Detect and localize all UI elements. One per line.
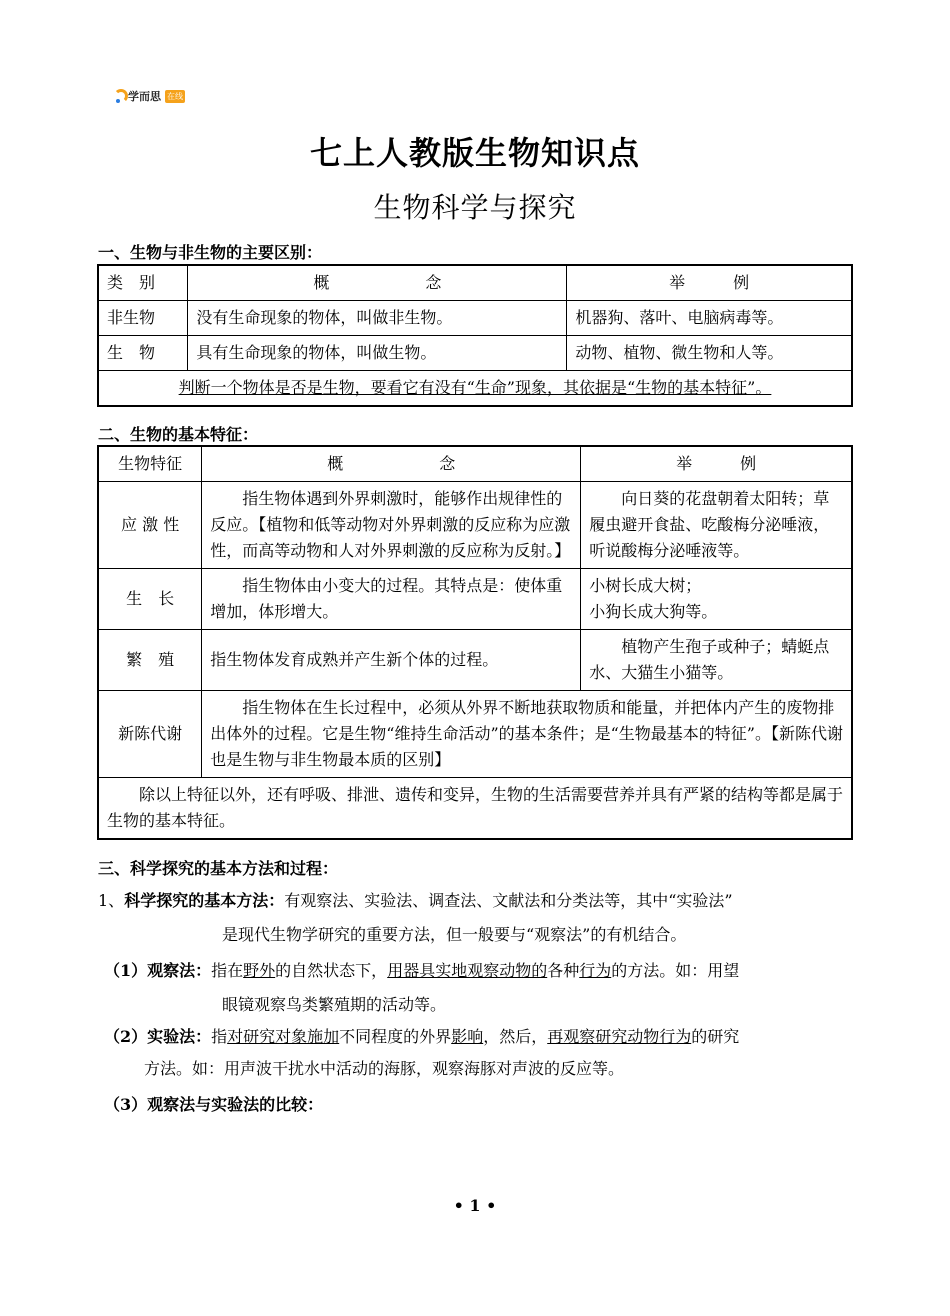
row-concept: 指生物体在生长过程中，必须从外界不断地获取物质和能量，并把体内产生的废物排出体外的过程。它是生物“维持生命活动”的基本条件；是“生物最基本的特征”。【新陈代谢也是生物与非生物最本质的区别】	[202, 691, 852, 778]
row-concept: 指生物体发育成熟并产生新个体的过程。	[202, 630, 581, 691]
header-concept: 概 念	[202, 446, 581, 482]
living-vs-nonliving-table	[97, 264, 853, 407]
method-text: 有观察法、实验法、调查法、文献法和分类法等，其中“实验法”	[284, 891, 733, 910]
method-prefix: 1、	[98, 891, 125, 910]
observation-label: （1）观察法：	[104, 961, 212, 980]
logo-icon	[112, 89, 126, 103]
experiment-underline-3: 再观察研究动物行为	[547, 1027, 692, 1046]
experiment-text-c: ，然后，	[483, 1027, 548, 1046]
row-example: 机器狗、落叶、电脑病毒等。	[567, 301, 852, 336]
row-example: 向日葵的花盘朝着太阳转；草履虫避开食盐、吃酸梅分泌唾液，听说酸梅分泌唾液等。	[581, 482, 852, 569]
table-row	[98, 336, 852, 371]
method-label: 科学探究的基本方法：	[124, 891, 285, 910]
page-number: • 1 •	[453, 1196, 497, 1215]
observation-text-a: 指在	[211, 961, 244, 980]
observation-text-c: 各种	[547, 961, 580, 980]
experiment-text-d: 的研究	[691, 1027, 740, 1046]
observation-paragraph	[104, 954, 864, 987]
row-example-line1: 小树长成大树；	[589, 576, 702, 595]
row-concept: 指生物体由小变大的过程。其特点是：使体重增加，体形增大。	[202, 569, 581, 630]
observation-text-d: 的方法。如：用望	[611, 961, 740, 980]
row-concept: 没有生命现象的物体，叫做非生物。	[188, 301, 567, 336]
observation-underline-2: 用器具实地观察动物的	[387, 961, 548, 980]
experiment-underline-2: 影响	[451, 1027, 484, 1046]
experiment-text-b: 不同程度的外界	[339, 1027, 452, 1046]
experiment-text-a: 指	[211, 1027, 228, 1046]
comparison-heading: （3）观察法与实验法的比较：	[104, 1095, 324, 1114]
row-example: 植物产生孢子或种子；蜻蜓点水、大猫生小猫等。	[581, 630, 852, 691]
table-row	[98, 630, 852, 691]
basic-features-table	[97, 445, 853, 840]
observation-text-b: 的自然状态下，	[275, 961, 388, 980]
row-example-line2: 小狗长成大狗等。	[589, 602, 718, 621]
table-row	[98, 569, 852, 630]
table-note: 除以上特征以外，还有呼吸、排泄、遗传和变异，生物的生活需要营养并具有严紧的结构等都是属于生物的基本特征。	[98, 778, 852, 840]
table-header-row	[98, 446, 852, 482]
table-row	[98, 691, 852, 778]
experiment-underline-1: 对研究对象施加	[227, 1027, 340, 1046]
logo-badge: 在线	[167, 91, 183, 101]
table-note: 判断一个物体是否是生物，要看它有没有“生命”现象，其依据是“生物的基本特征”。	[178, 378, 772, 397]
header-example: 举 例	[567, 265, 852, 301]
row-feature: 新陈代谢	[98, 691, 202, 778]
table-row	[98, 482, 852, 569]
table-row	[98, 301, 852, 336]
page-subtitle: 生物科学与探究	[373, 191, 577, 224]
experiment-line2: 方法。如：用声波干扰水中活动的海豚，观察海豚对声波的反应等。	[144, 1059, 625, 1078]
header-feature: 生物特征	[98, 446, 202, 482]
row-feature: 繁 殖	[98, 630, 202, 691]
page-title: 七上人教版生物知识点	[309, 134, 640, 172]
row-example: 动物、植物、微生物和人等。	[567, 336, 852, 371]
method-paragraph	[98, 884, 858, 917]
table-note-row	[98, 371, 852, 407]
header-example: 举 例	[581, 446, 852, 482]
experiment-label: （2）实验法：	[104, 1027, 212, 1046]
table-header-row	[98, 265, 852, 301]
observation-line2: 眼镜观察鸟类繁殖期的活动等。	[222, 995, 447, 1014]
observation-underline-1: 野外	[243, 961, 276, 980]
section1-heading: 一、生物与非生物的主要区别：	[98, 243, 323, 262]
header-category: 类 别	[98, 265, 188, 301]
section2-heading: 二、生物的基本特征：	[98, 425, 259, 444]
section3-heading: 三、科学探究的基本方法和过程：	[98, 859, 339, 878]
logo	[112, 88, 185, 104]
row-concept: 具有生命现象的物体，叫做生物。	[188, 336, 567, 371]
method-paragraph-line2: 是现代生物学研究的重要方法，但一般要与“观察法”的有机结合。	[222, 925, 687, 944]
row-category: 非生物	[98, 301, 188, 336]
row-concept: 指生物体遇到外界刺激时，能够作出规律性的反应。【植物和低等动物对外界刺激的反应称为应激性，而高等动物和人对外界刺激的反应称为反射。】	[202, 482, 581, 569]
observation-underline-3: 行为	[579, 961, 612, 980]
logo-text: 学而思	[128, 90, 161, 103]
row-feature: 生 长	[98, 569, 202, 630]
experiment-paragraph	[104, 1020, 864, 1053]
table-note-row	[98, 778, 852, 840]
row-feature: 应 激 性	[98, 482, 202, 569]
row-category: 生 物	[98, 336, 188, 371]
header-concept: 概 念	[188, 265, 567, 301]
